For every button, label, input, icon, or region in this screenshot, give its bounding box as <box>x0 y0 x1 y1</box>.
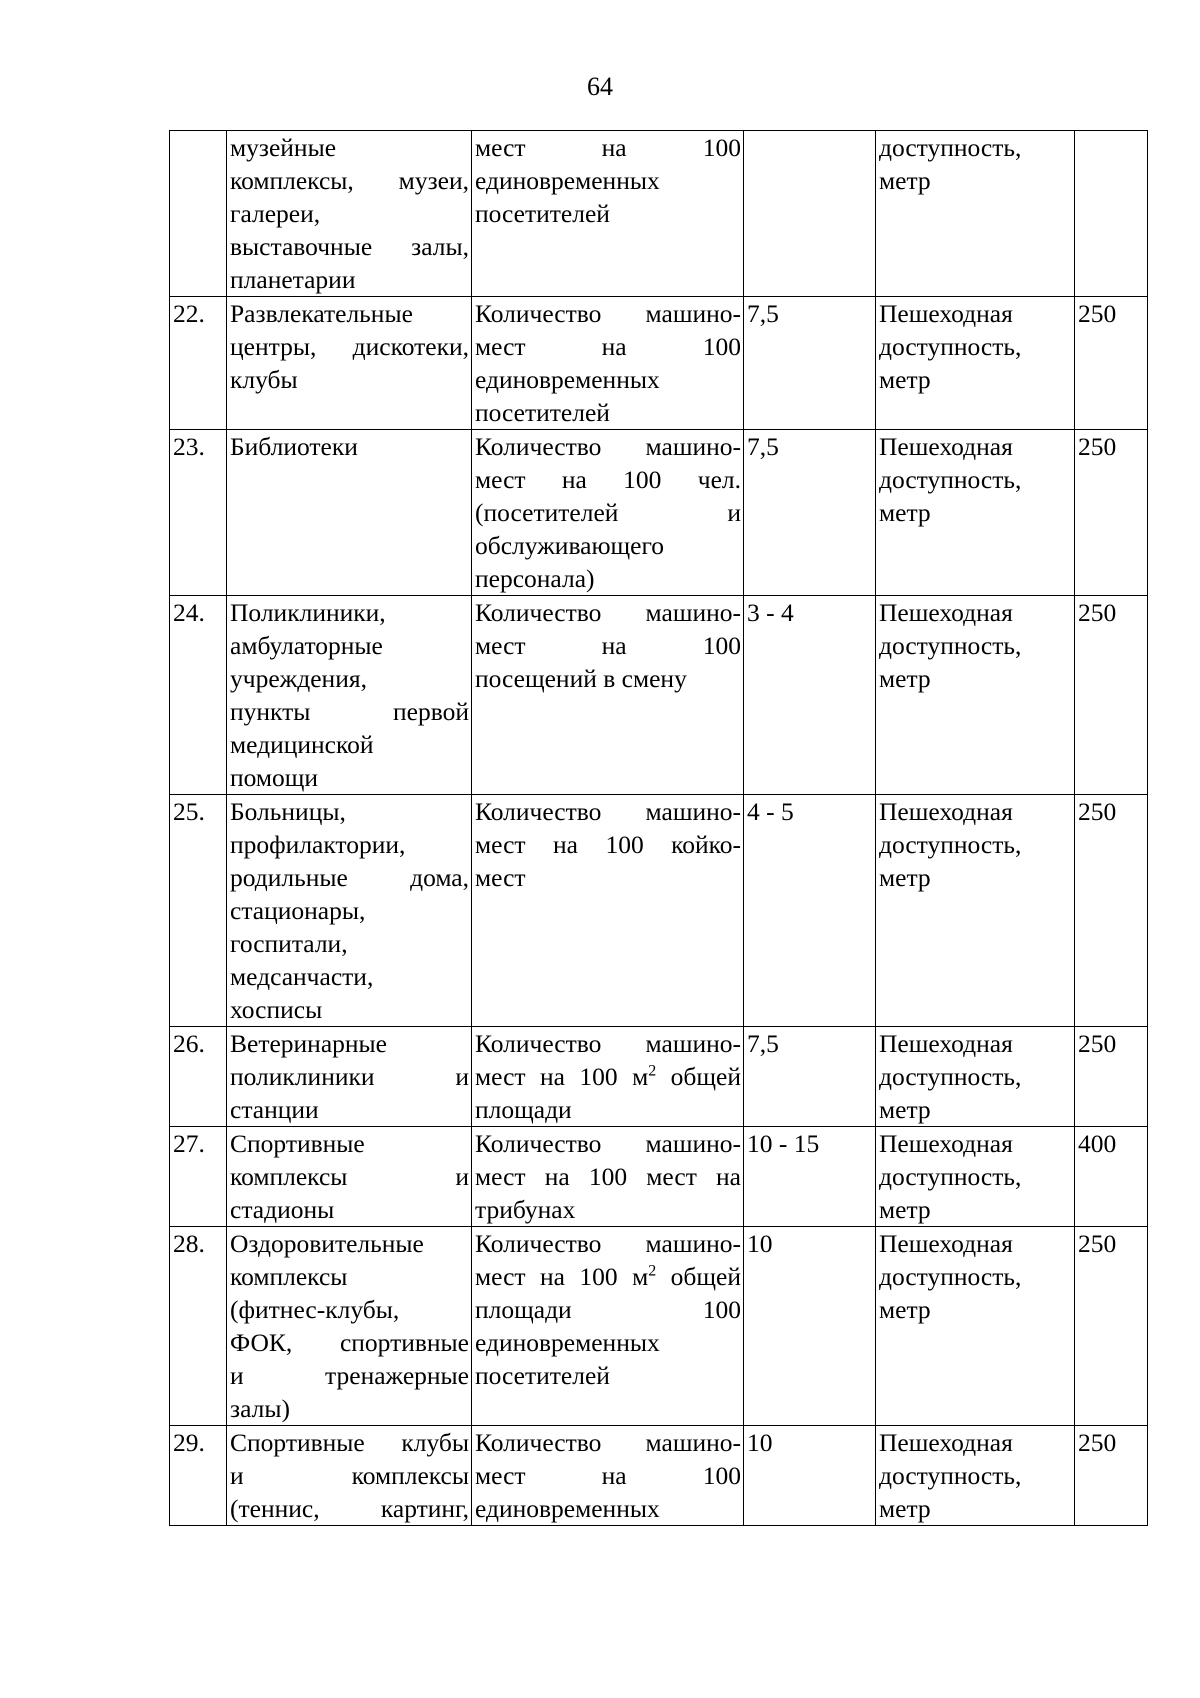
table-row <box>170 131 1148 297</box>
table-row <box>170 430 1148 596</box>
indicator-line: Количество машино- <box>475 1229 741 1258</box>
object-type-line: и тренажерные <box>230 1361 469 1390</box>
distance: 250 <box>1075 1027 1148 1127</box>
object-type-line: центры, дискотеки, <box>230 332 469 361</box>
indicator-line: площади <box>475 1095 572 1124</box>
object-type <box>227 430 472 596</box>
criterion-line: доступность, <box>879 1062 1022 1091</box>
object-type <box>227 297 472 430</box>
object-type <box>227 131 472 297</box>
object-type <box>227 1227 472 1426</box>
row-number: 22. <box>170 297 227 430</box>
table-row <box>170 1027 1148 1127</box>
object-type-line: учреждения, <box>230 664 367 693</box>
object-type-line: планетарии <box>230 265 356 294</box>
criterion-line: доступность, <box>879 1162 1022 1191</box>
object-type <box>227 795 472 1027</box>
object-type-line: стадионы <box>230 1195 335 1224</box>
object-type <box>227 596 472 795</box>
object-type-line: выставочные залы, <box>230 232 469 261</box>
indicator-line: мест на 100 <box>475 133 741 162</box>
object-type-line: медсанчасти, <box>230 962 374 991</box>
criterion-line: доступность, <box>879 332 1022 361</box>
object-type <box>227 1127 472 1227</box>
indicator-line: единовременных <box>475 365 660 394</box>
norm-value: 10 <box>744 1227 876 1426</box>
object-type-line: Поликлиники, <box>230 598 386 627</box>
table-row <box>170 1426 1148 1526</box>
criterion-line: метр <box>879 1494 931 1523</box>
criterion <box>876 1426 1075 1526</box>
indicator-line: Количество машино- <box>475 299 741 328</box>
indicator-line: мест на 100 мест на <box>475 1162 741 1191</box>
object-type-line: ФОК, спортивные <box>230 1328 469 1357</box>
norm-value <box>744 131 876 297</box>
indicator <box>472 795 744 1027</box>
indicator-line: Количество машино- <box>475 797 741 826</box>
criterion-line: доступность, <box>879 830 1022 859</box>
norm-value: 7,5 <box>744 297 876 430</box>
criterion-line: Пешеходная <box>879 1029 1013 1058</box>
table-row <box>170 1227 1148 1426</box>
row-number: 29. <box>170 1426 227 1526</box>
object-type-line: Больницы, <box>230 797 346 826</box>
distance: 250 <box>1075 596 1148 795</box>
indicator-line: мест на 100 койко- <box>475 830 741 859</box>
norm-value: 10 - 15 <box>744 1127 876 1227</box>
distance: 250 <box>1075 297 1148 430</box>
indicator-line: посетителей <box>475 1361 610 1390</box>
norm-value: 7,5 <box>744 1027 876 1127</box>
object-type-line: комплексы <box>230 1262 348 1291</box>
table-row <box>170 596 1148 795</box>
object-type-line: Спортивные клубы <box>230 1428 469 1457</box>
indicator-line: Количество машино- <box>475 1428 741 1457</box>
indicator-line: посетителей <box>475 398 610 427</box>
criterion-line: Пешеходная <box>879 1229 1013 1258</box>
indicator <box>472 1027 744 1127</box>
object-type-line: стационары, <box>230 896 366 925</box>
indicator-line: мест на 100 $м^2$ общей <box>475 1262 741 1291</box>
distance: 250 <box>1075 430 1148 596</box>
criterion <box>876 297 1075 430</box>
criterion-line: метр <box>879 863 931 892</box>
indicator-line: посетителей <box>475 199 610 228</box>
object-type <box>227 1027 472 1127</box>
object-type-line: (фитнес-клубы, <box>230 1295 400 1324</box>
indicator <box>472 297 744 430</box>
indicator-line: мест на 100 <box>475 631 741 660</box>
object-type-line: (теннис, картинг, <box>230 1494 469 1523</box>
object-type-line: музейные <box>230 133 337 162</box>
distance: 250 <box>1075 795 1148 1027</box>
object-type-line: Библиотеки <box>230 432 358 461</box>
criterion-line: Пешеходная <box>879 432 1013 461</box>
criterion-line: Пешеходная <box>879 598 1013 627</box>
criterion-line: метр <box>879 1095 931 1124</box>
row-number: 26. <box>170 1027 227 1127</box>
object-type-line: хосписы <box>230 995 323 1024</box>
object-type-line: медицинской <box>230 730 374 759</box>
object-type-line: госпитали, <box>230 929 348 958</box>
criterion-line: метр <box>879 166 931 195</box>
row-number: 23. <box>170 430 227 596</box>
indicator <box>472 596 744 795</box>
indicator-line: мест на 100 <box>475 1461 741 1490</box>
criterion-line: Пешеходная <box>879 1428 1013 1457</box>
criterion <box>876 1027 1075 1127</box>
norm-value: 7,5 <box>744 430 876 596</box>
object-type-line: галереи, <box>230 199 321 228</box>
table-row <box>170 795 1148 1027</box>
indicator <box>472 1127 744 1227</box>
object-type-line: помощи <box>230 763 319 792</box>
criterion <box>876 795 1075 1027</box>
row-number: 24. <box>170 596 227 795</box>
criterion-line: метр <box>879 664 931 693</box>
row-number: 27. <box>170 1127 227 1227</box>
indicator-line: площади 100 <box>475 1295 741 1324</box>
criterion-line: метр <box>879 365 931 394</box>
object-type-line: залы) <box>230 1394 290 1423</box>
distance: 250 <box>1075 1227 1148 1426</box>
distance: 250 <box>1075 1426 1148 1526</box>
indicator <box>472 1227 744 1426</box>
object-type-line: Развлекательные <box>230 299 413 328</box>
indicator-line: мест на 100 <box>475 332 741 361</box>
norm-value: 10 <box>744 1426 876 1526</box>
object-type-line: профилактории, <box>230 830 406 859</box>
indicator-line: трибунах <box>475 1195 576 1224</box>
indicator <box>472 131 744 297</box>
norm-value: 3 - 4 <box>744 596 876 795</box>
indicator-line: посещений в смену <box>475 664 687 693</box>
object-type-line: поликлиники и <box>230 1062 469 1091</box>
parking-norms-table <box>169 130 1148 1526</box>
criterion-line: метр <box>879 1295 931 1324</box>
criterion <box>876 1127 1075 1227</box>
indicator-line: мест на 100 чел. <box>475 465 741 494</box>
criterion-line: доступность, <box>879 631 1022 660</box>
object-type-line: клубы <box>230 365 298 394</box>
criterion-line: доступность, <box>879 1461 1022 1490</box>
criterion-line: метр <box>879 498 931 527</box>
indicator-line: мест на 100 $м^2$ общей <box>475 1062 741 1091</box>
indicator-line: (посетителей и <box>475 498 741 527</box>
indicator-line: мест <box>475 863 526 892</box>
indicator-line: персонала) <box>475 564 595 593</box>
object-type-line: Оздоровительные <box>230 1229 424 1258</box>
object-type-line: Спортивные <box>230 1129 365 1158</box>
indicator-line: единовременных <box>475 1494 660 1523</box>
row-number: 25. <box>170 795 227 1027</box>
indicator-line: обслуживающего <box>475 531 665 560</box>
table-row <box>170 1127 1148 1227</box>
criterion-line: доступность, <box>879 133 1022 162</box>
object-type-line: и комплексы <box>230 1461 469 1490</box>
distance: 400 <box>1075 1127 1148 1227</box>
distance <box>1075 131 1148 297</box>
object-type-line: родильные дома, <box>230 863 469 892</box>
indicator-line: Количество машино- <box>475 1029 741 1058</box>
indicator-line: единовременных <box>475 166 660 195</box>
criterion-line: доступность, <box>879 465 1022 494</box>
indicator-line: Количество машино- <box>475 598 741 627</box>
criterion <box>876 430 1075 596</box>
criterion-line: Пешеходная <box>879 797 1013 826</box>
object-type-line: амбулаторные <box>230 631 383 660</box>
indicator-line: Количество машино- <box>475 432 741 461</box>
object-type-line: комплексы, музеи, <box>230 166 469 195</box>
criterion <box>876 596 1075 795</box>
indicator-line: единовременных <box>475 1328 660 1357</box>
criterion-line: доступность, <box>879 1262 1022 1291</box>
criterion <box>876 1227 1075 1426</box>
row-number <box>170 131 227 297</box>
indicator <box>472 1426 744 1526</box>
norm-value: 4 - 5 <box>744 795 876 1027</box>
indicator-line: Количество машино- <box>475 1129 741 1158</box>
indicator <box>472 430 744 596</box>
row-number: 28. <box>170 1227 227 1426</box>
page-number: 64 <box>587 72 613 101</box>
criterion-line: метр <box>879 1195 931 1224</box>
table-row <box>170 297 1148 430</box>
criterion-line: Пешеходная <box>879 299 1013 328</box>
object-type-line: Ветеринарные <box>230 1029 387 1058</box>
criterion <box>876 131 1075 297</box>
criterion-line: Пешеходная <box>879 1129 1013 1158</box>
object-type <box>227 1426 472 1526</box>
object-type-line: комплексы и <box>230 1162 469 1191</box>
object-type-line: станции <box>230 1095 319 1124</box>
object-type-line: пункты первой <box>230 697 469 726</box>
